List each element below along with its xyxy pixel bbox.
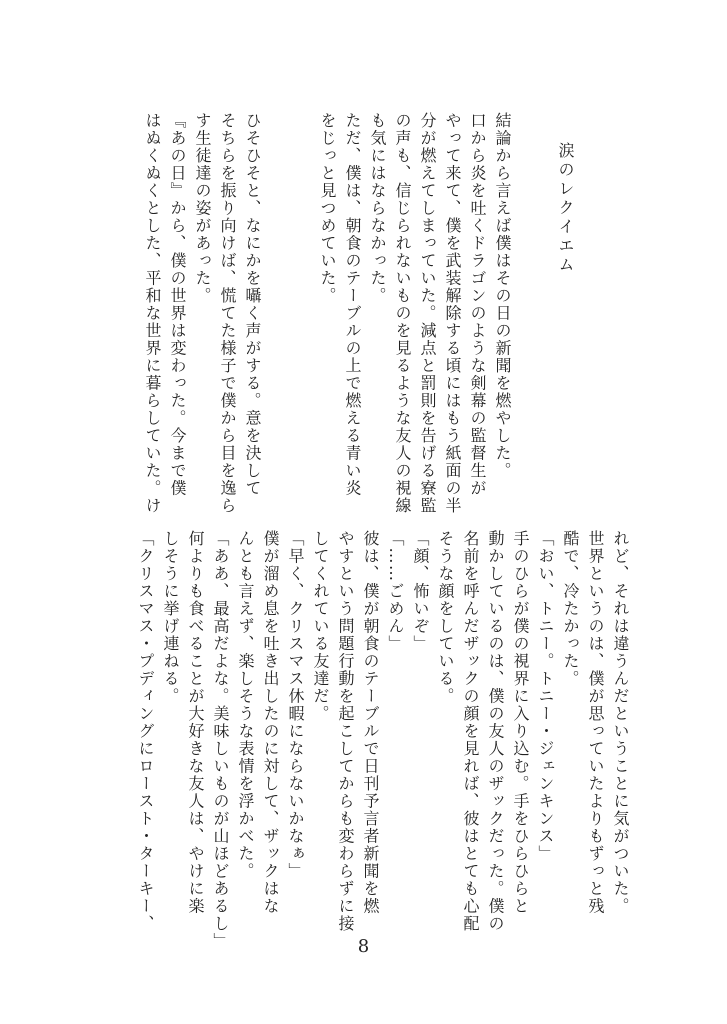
text-line: の声も、信じられないものを見るような友人の視線 [393,112,412,515]
text-line: しそうに挙げ連ねる。 [161,530,180,705]
text-line: れど、それは違うんだということに気がついた。 [611,530,630,915]
text-line: ひそひそと、なにかを囁く声がする。意を決して [243,112,262,497]
text-line: 『あの日』から、僕の世界は変わった。今まで僕 [168,112,187,497]
text-line: も気にはならなかった。 [368,112,387,305]
text-block-upper [140,112,515,515]
text-line: 酷で、冷たかった。 [561,530,580,688]
text-line: 何よりも食べることが大好きな友人は、やけに楽 [186,530,205,915]
text-line: してくれている友達だ。 [311,530,330,723]
chapter-title: 涙のレクイエム [556,142,575,275]
text-line: 彼は、僕が朝食のテーブルで日刊予言者新聞を燃 [361,530,380,915]
text-line: 「クリスマス・プディングにロースト・ターキー、 [136,530,155,933]
text-line: 僕が溜め息を吐き出したのに対して、ザックはな [261,530,280,915]
text-line: 名前を呼んだザックの顔を見れば、彼はとても心配 [461,530,480,933]
text-line: 分が燃えてしまっていた。減点と罰則を告げる寮監 [418,112,437,515]
text-line: 「ああ、最高だよな。美味しいものが山ほどあるし」 [211,530,230,950]
text-line: 「顔、怖いぞ」 [411,530,430,653]
text-line: 手のひらが僕の視界に入り込む。手をひらひらと [511,530,530,915]
text-line: ただ、僕は、朝食のテーブルの上で燃える青い炎 [343,112,362,497]
blank-line [265,112,290,512]
text-line: 世界というのは、僕が思っていたよりもずっと残 [586,530,605,915]
text-block-lower [133,530,633,950]
text-line: す生徒達の姿があった。 [193,112,212,305]
text-line: 「おい、トニー。トニー・ジェンキンス」 [536,530,555,863]
text-line: そうな顔をしている。 [436,530,455,705]
text-line: やすという問題行動を起こしてからも変わらずに接 [336,530,355,933]
text-line: 口から炎を吐くドラゴンのような剣幕の監督生が [468,112,487,497]
text-line: 結論から言えば僕はその日の新聞を燃やした。 [493,112,512,480]
text-line: はぬくぬくとした、平和な世界に暮らしていた。け [143,112,162,515]
text-line: をじっと見つめていた。 [318,112,337,305]
text-line: 動かしているのは、僕の友人のザックだった。僕の [486,530,505,933]
blank-line [290,112,315,512]
page-number: 8 [357,936,370,957]
text-line: やって来て、僕を武装解除する頃にはもう紙面の半 [443,112,462,515]
text-line: そちらを振り向けば、慌てた様子で僕から目を逸ら [218,112,237,515]
text-line: んとも言えず、楽しそうな表情を浮かべた。 [236,530,255,880]
text-line: 「……ごめん」 [386,530,405,653]
text-line: 「早く、クリスマス休暇にならないかなぁ」 [286,530,305,880]
